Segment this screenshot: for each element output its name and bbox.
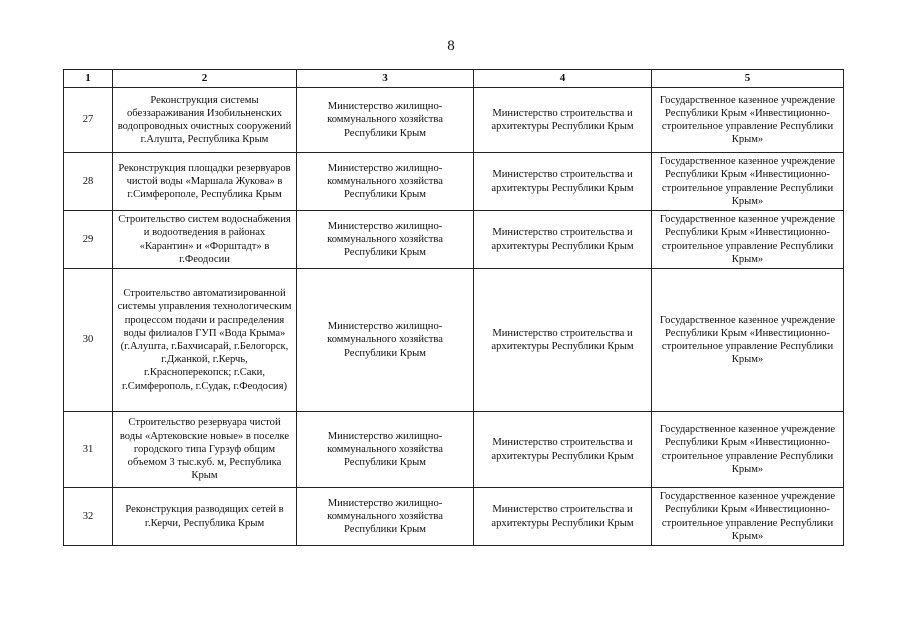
column-header-2: 2 <box>113 70 297 88</box>
construction-ministry: Министерство строительства и архитектуры Республики Крым <box>474 412 652 488</box>
table-row <box>64 488 844 546</box>
table-row <box>64 412 844 488</box>
construction-ministry: Министерство строительства и архитектуры Республики Крым <box>474 153 652 211</box>
project-name: Реконструкция площадки резервуаров чистой воды «Маршала Жукова» в г.Симферополе, Республика Крым <box>113 153 297 211</box>
executing-institution: Государственное казенное учреждение Республики Крым «Инвестиционно-строительное управление Республики Крым» <box>652 412 844 488</box>
row-number: 29 <box>64 211 113 269</box>
construction-ministry: Министерство строительства и архитектуры Республики Крым <box>474 488 652 546</box>
project-name: Строительство автоматизированной системы управления технологическим процессом подачи и распределения воды филиалов ГУП «Вода Крыма» (г.Алушта, г.Бахчисарай, г.Белогорск, г.Джанкой, г.Керчь, г.Красноперекопск; г.Саки, г.Симферополь, г.Судак, г.Феодосия) <box>113 269 297 412</box>
responsible-ministry: Министерство жилищно-коммунального хозяйства Республики Крым <box>297 153 474 211</box>
project-name: Строительство систем водоснабжения и водоотведения в районах «Карантин» и «Форштадт» в г.Феодосии <box>113 211 297 269</box>
responsible-ministry: Министерство жилищно-коммунального хозяйства Республики Крым <box>297 269 474 412</box>
project-name: Строительство резервуара чистой воды «Артековские новые» в поселке городского типа Гурзуф общим объемом 3 тыс.куб. м, Республика Крым <box>113 412 297 488</box>
executing-institution: Государственное казенное учреждение Республики Крым «Инвестиционно-строительное управление Республики Крым» <box>652 153 844 211</box>
project-name: Реконструкция системы обеззараживания Изобильненских водопроводных очистных сооружений г.Алушта, Республика Крым <box>113 88 297 153</box>
executing-institution: Государственное казенное учреждение Республики Крым «Инвестиционно-строительное управление Республики Крым» <box>652 269 844 412</box>
project-name: Реконструкция разводящих сетей в г.Керчи, Республика Крым <box>113 488 297 546</box>
executing-institution: Государственное казенное учреждение Республики Крым «Инвестиционно-строительное управление Республики Крым» <box>652 211 844 269</box>
column-header-1: 1 <box>64 70 113 88</box>
row-number: 31 <box>64 412 113 488</box>
responsible-ministry: Министерство жилищно-коммунального хозяйства Республики Крым <box>297 88 474 153</box>
row-number: 32 <box>64 488 113 546</box>
row-number: 30 <box>64 269 113 412</box>
responsible-ministry: Министерство жилищно-коммунального хозяйства Республики Крым <box>297 211 474 269</box>
column-header-5: 5 <box>652 70 844 88</box>
page-number: 8 <box>447 38 455 54</box>
row-number: 28 <box>64 153 113 211</box>
table-row <box>64 153 844 211</box>
column-header-3: 3 <box>297 70 474 88</box>
executing-institution: Государственное казенное учреждение Республики Крым «Инвестиционно-строительное управление Республики Крым» <box>652 488 844 546</box>
table-header-row <box>64 70 844 88</box>
responsible-ministry: Министерство жилищно-коммунального хозяйства Республики Крым <box>297 488 474 546</box>
construction-ministry: Министерство строительства и архитектуры Республики Крым <box>474 88 652 153</box>
row-number: 27 <box>64 88 113 153</box>
table-row <box>64 269 844 412</box>
executing-institution: Государственное казенное учреждение Республики Крым «Инвестиционно-строительное управление Республики Крым» <box>652 88 844 153</box>
construction-ministry: Министерство строительства и архитектуры Республики Крым <box>474 211 652 269</box>
table-row <box>64 211 844 269</box>
column-header-4: 4 <box>474 70 652 88</box>
construction-ministry: Министерство строительства и архитектуры Республики Крым <box>474 269 652 412</box>
projects-table <box>63 69 844 546</box>
responsible-ministry: Министерство жилищно-коммунального хозяйства Республики Крым <box>297 412 474 488</box>
table-row <box>64 88 844 153</box>
